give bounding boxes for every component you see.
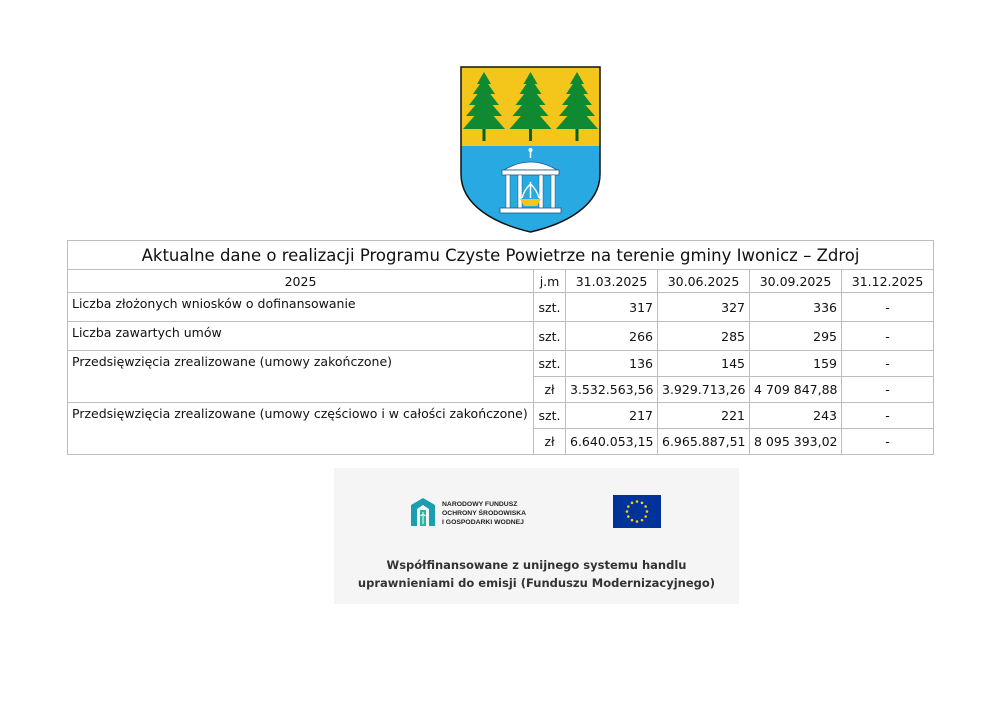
row-value: - <box>842 351 934 377</box>
header-date: 30.09.2025 <box>750 270 842 293</box>
row-value: 285 <box>658 322 750 351</box>
row-value: 295 <box>750 322 842 351</box>
fund-name: NARODOWY FUNDUSZ OCHRONY ŚRODOWISKA I GOSPODARKI WODNEJ <box>442 501 527 526</box>
row-value: 4 709 847,88 <box>750 377 842 403</box>
row-value: 243 <box>750 403 842 429</box>
row-value: - <box>842 429 934 455</box>
row-value: 327 <box>658 293 750 322</box>
row-value: 6.965.887,51 <box>658 429 750 455</box>
row-value: - <box>842 293 934 322</box>
row-label: Przedsięwzięcia zrealizowane (umowy zakończone) <box>68 351 534 403</box>
row-unit: zł <box>534 377 566 403</box>
header-date: 31.03.2025 <box>566 270 658 293</box>
row-unit: szt. <box>534 351 566 377</box>
row-value: 317 <box>566 293 658 322</box>
table-row <box>68 293 934 322</box>
table-title-row <box>68 241 934 270</box>
row-value: 266 <box>566 322 658 351</box>
row-value: 8 095 393,02 <box>750 429 842 455</box>
eu-star <box>631 502 634 505</box>
eu-star <box>641 502 644 505</box>
table-row <box>68 403 934 429</box>
row-value: 221 <box>658 403 750 429</box>
eu-star <box>636 500 639 503</box>
row-value: 145 <box>658 351 750 377</box>
header-year: 2025 <box>68 270 534 293</box>
eu-star <box>644 515 647 518</box>
eu-star <box>627 505 630 508</box>
program-data-table <box>67 240 934 455</box>
row-value: 336 <box>750 293 842 322</box>
row-unit: szt. <box>534 293 566 322</box>
row-value: - <box>842 403 934 429</box>
row-unit: szt. <box>534 322 566 351</box>
eu-star <box>626 510 629 513</box>
eu-star <box>641 519 644 522</box>
row-label: Przedsięwzięcia zrealizowane (umowy częściowo i w całości zakończone) <box>68 403 534 455</box>
row-value: - <box>842 377 934 403</box>
table-title: Aktualne dane o realizacji Programu Czyste Powietrze na terenie gminy Iwonicz – Zdroj <box>68 241 934 270</box>
eu-star <box>627 515 630 518</box>
nfosigw-logo-icon <box>409 496 437 528</box>
row-value: 159 <box>750 351 842 377</box>
row-unit: zł <box>534 429 566 455</box>
row-unit: szt. <box>534 403 566 429</box>
header-unit: j.m <box>534 270 566 293</box>
header-date: 31.12.2025 <box>842 270 934 293</box>
row-label: Liczba złożonych wniosków o dofinansowanie <box>68 293 534 322</box>
eu-star <box>646 510 649 513</box>
table-row <box>68 351 934 377</box>
eu-star <box>644 505 647 508</box>
row-value: 6.640.053,15 <box>566 429 658 455</box>
row-label: Liczba zawartych umów <box>68 322 534 351</box>
row-value: 217 <box>566 403 658 429</box>
header-date: 30.06.2025 <box>658 270 750 293</box>
municipal-coat-of-arms <box>460 66 601 233</box>
cofinancing-note: Współfinansowane z unijnego systemu handlu uprawnieniami do emisji (Funduszu Modernizacyjnego) <box>357 558 716 590</box>
row-value: 3.929.713,26 <box>658 377 750 403</box>
row-value: 136 <box>566 351 658 377</box>
table-header-row <box>68 270 934 293</box>
row-value: 3.532.563,56 <box>566 377 658 403</box>
eu-flag-icon <box>613 495 661 528</box>
table-row <box>68 322 934 351</box>
eu-star <box>636 520 639 523</box>
eu-star <box>631 519 634 522</box>
row-value: - <box>842 322 934 351</box>
